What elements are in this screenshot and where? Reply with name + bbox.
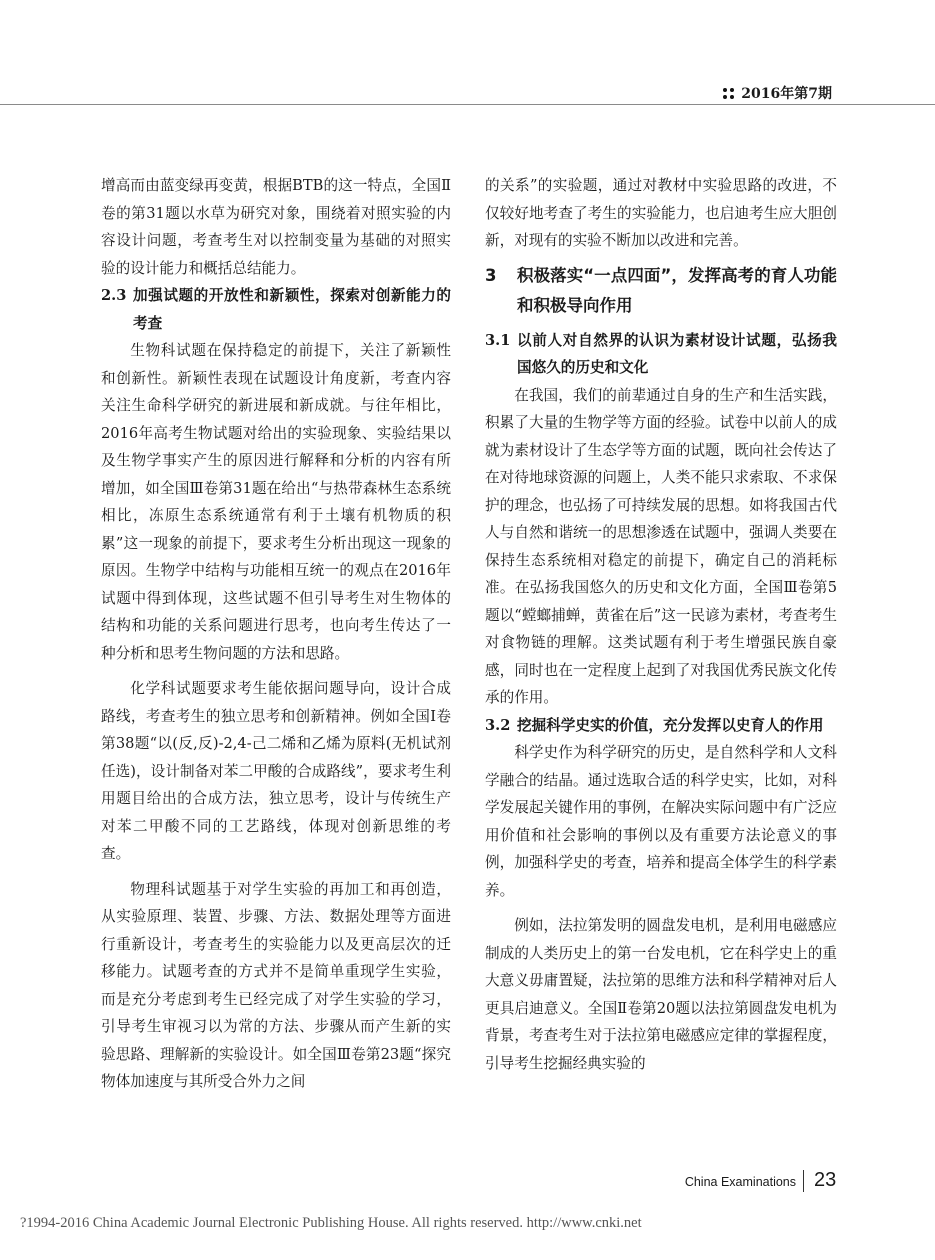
section-number: 2.3 xyxy=(101,287,127,304)
journal-name: China Examinations xyxy=(684,1175,796,1189)
dots-icon xyxy=(723,88,735,100)
section-title: 积极落实“一点四面”，发挥高考的育人功能和积极导向作用 xyxy=(517,265,837,315)
right-column xyxy=(485,172,837,1077)
footer-divider xyxy=(803,1170,804,1192)
paragraph: 科学史作为科学研究的历史，是自然科学和人文科学融合的结晶。通过选取合适的科学史实，比如，对科学发展起关键作用的事例，在解决实际问题中有广泛应用价值和社会影响的事例以及有重要方法论意义的事例，加强科学史的考查，培养和提高全体学生的科学素养。 xyxy=(485,744,837,899)
section-number: 3 xyxy=(485,265,497,285)
paragraph: 例如，法拉第发明的圆盘发电机，是利用电磁感应制成的人类历史上的第一台发电机，它在科学史上的重大意义毋庸置疑，法拉第的思维方法和科学精神对后人更具启迪意义。全国Ⅱ卷第20题以法拉第圆盘发电机为背景，考查考生对于法拉第电磁感应定律的掌握程度，引导考生挖掘经典实验的 xyxy=(485,917,837,1072)
paragraph: 在我国，我们的前辈通过自身的生产和生活实践，积累了大量的生物学等方面的经验。试卷中以前人的成就为素材设计了生态学等方面的试题，既向社会传达了在对待地球资源的问题上，人类不能只求索取、不求保护的理念，也弘扬了可持续发展的思想。如将我国古代人与自然和谐统一的思想渗透在试题中，强调人类要在保持生态系统相对稳定的前提下，确定自己的消耗标准。在弘扬我国悠久的历史和文化方面，全国Ⅲ卷第5题以“螳螂捕蝉，黄雀在后”这一民谚为素材，考查考生对食物链的理解。这类试题有利于考生增强民族自豪感，同时也在一定程度上起到了对我国优秀民族文化传承的作用。 xyxy=(485,386,837,706)
paragraph: 生物科试题在保持稳定的前提下，关注了新颖性和创新性。新颖性表现在试题设计角度新，考查内容关注生命科学研究的新进展和新成就。与往年相比，2016年高考生物试题对给出的实验现象、实验结果以及生物学事实产生的原因进行解释和分析的内容有所增加，如全国Ⅲ卷第31题在给出“与热带森林生态系统相比，冻原生态系统通常有利于土壤有机物质的积累”这一现象的前提下，要求考生分析出现这一现象的原因。生物学中结构与功能相互统一的观点在2016年试题中得到体现，这些试题不但引导考生对生物体的结构和功能的关系问题进行思考，也向考生传达了一种分析和思考生物问题的方法和思路。 xyxy=(101,342,451,662)
left-column xyxy=(101,172,451,1096)
paragraph: 化学科试题要求考生能依据问题导向，设计合成路线，考查考生的独立思考和创新精神。例如全国Ⅰ卷第38题“以(反,反)-2,4-己二烯和乙烯为原料(无机试剂任选)，设计制备对苯二甲酸的合成路线”，要求考生利用题目给出的合成方法，独立思考，设计与传统生产对苯二甲酸不同的工艺路线，体现对创新思维的考查。 xyxy=(101,680,451,862)
section-title: 挖掘科学史实的价值，充分发挥以史育人的作用 xyxy=(517,716,824,734)
page-number: 23 xyxy=(814,1169,837,1191)
paragraph: 增高而由蓝变绿再变黄，根据BTB的这一特点，全国Ⅱ卷的第31题以水草为研究对象，围绕着对照实验的内容设计问题，考查考生对以控制变量为基础的对照实验的设计能力和概括总结能力。 xyxy=(101,177,451,277)
paragraph: 的关系”的实验题，通过对教材中实验思路的改进，不仅较好地考查了考生的实验能力，也启迪考生应大胆创新，对现有的实验不断加以改进和完善。 xyxy=(485,177,837,249)
copyright-notice: ?1994-2016 China Academic Journal Electronic Publishing House. All rights reserved. http://www.cnki.net xyxy=(20,1215,642,1231)
section-number: 3.1 xyxy=(485,331,511,349)
header-rule xyxy=(0,104,935,105)
section-title: 以前人对自然界的认识为素材设计试题，弘扬我国悠久的历史和文化 xyxy=(517,331,837,376)
section-heading-3-2 xyxy=(485,712,837,740)
issue-label: 2016年第7期 xyxy=(741,86,832,102)
issue-header xyxy=(723,86,832,102)
section-heading-3-1 xyxy=(485,327,837,382)
section-heading-3 xyxy=(485,261,837,321)
paragraph: 物理科试题基于对学生实验的再加工和再创造，从实验原理、装置、步骤、方法、数据处理等方面进行重新设计，考查考生的实验能力以及更高层次的迁移能力。试题考查的方式并不是简单重现学生实验，而是充分考虑到考生已经完成了对学生实验的学习，引导考生审视习以为常的方法、步骤从而产生新的实验思路、理解新的实验设计。如全国Ⅲ卷第23题“探究物体加速度与其所受合外力之间 xyxy=(101,880,451,1090)
section-title: 加强试题的开放性和新颖性，探索对创新能力的考查 xyxy=(133,287,451,332)
section-heading-2-3 xyxy=(101,282,451,337)
section-number: 3.2 xyxy=(485,716,511,734)
